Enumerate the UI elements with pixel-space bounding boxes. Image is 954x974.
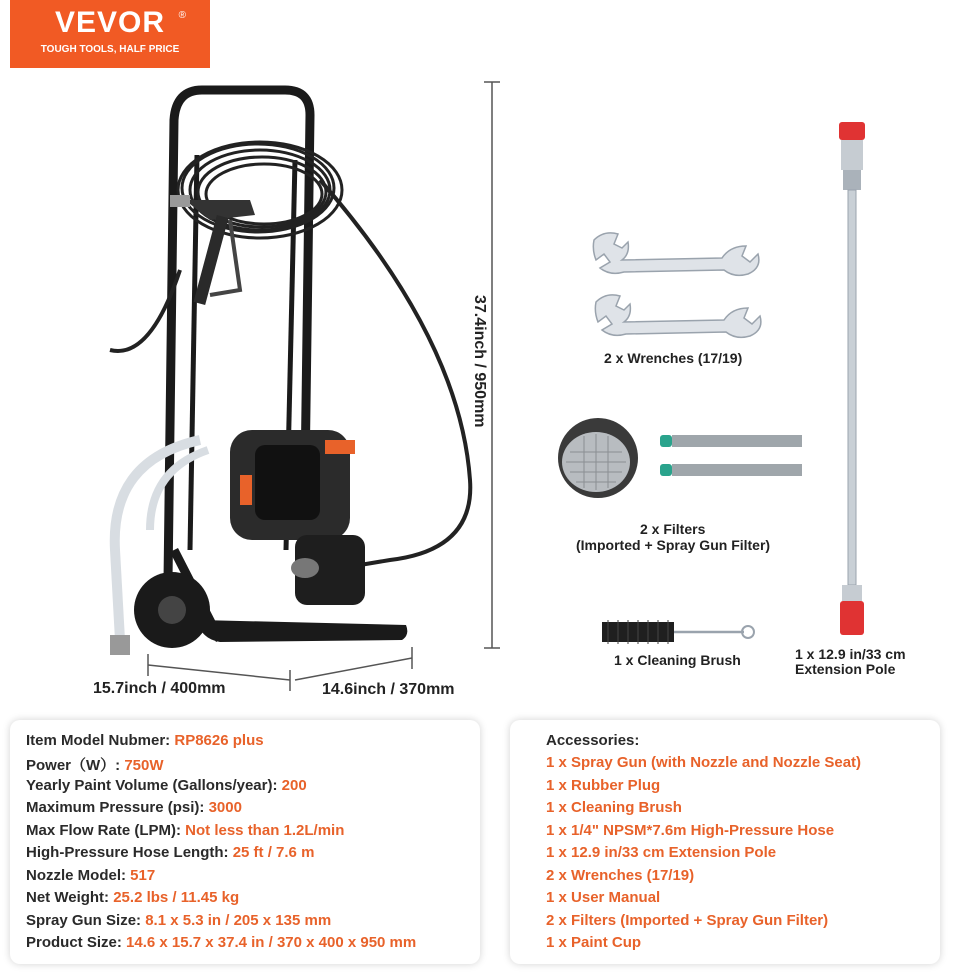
accessories-panel [510,720,940,964]
spec-row: High-Pressure Hose Length: 25 ft / 7.6 m [26,844,315,861]
logo-registered-mark: ® [178,10,186,21]
accessory-item: 1 x Cleaning Brush [546,799,682,816]
spec-row: Maximum Pressure (psi): 3000 [26,799,242,816]
spec-row: Net Weight: 25.2 lbs / 11.45 kg [26,889,240,906]
dimension-lines [90,80,510,700]
spec-row: Yearly Paint Volume (Gallons/year): 200 [26,777,307,794]
cleaning-brush-label: 1 x Cleaning Brush [614,652,741,668]
wrenches-label: 2 x Wrenches (17/19) [604,350,743,366]
accessory-item: 1 x 12.9 in/33 cm Extension Pole [546,844,777,861]
spec-row: Product Size: 14.6 x 15.7 x 37.4 in / 370 x 400 x 950 mm [26,934,417,951]
accessories-heading: Accessories: [546,732,640,749]
specs-panel [10,720,480,964]
spec-row: Nozzle Model: 517 [26,867,156,884]
accessory-item: 1 x Paint Cup [546,934,642,951]
spec-row: Item Model Nubmer: RP8626 plus [26,732,264,749]
cleaning-brush-image [600,616,760,648]
spec-row: Power（W）: 750W [26,757,164,774]
accessory-item: 1 x 1/4" NPSM*7.6m High-Pressure Hose [546,822,835,839]
filters-image [556,416,808,500]
accessory-item: 1 x Spray Gun (with Nozzle and Nozzle Seat) [546,754,862,771]
logo-brand: VEVOR [54,6,166,39]
vevor-logo [10,0,210,68]
accessory-item: 1 x User Manual [546,889,661,906]
spec-row: Spray Gun Size: 8.1 x 5.3 in / 205 x 135 mm [26,912,332,929]
accessory-item: 2 x Filters (Imported + Spray Gun Filter) [546,912,829,929]
logo-tagline: TOUGH TOOLS, HALF PRICE [40,44,180,55]
extension-pole-label-line2: Extension Pole [795,661,896,677]
spec-row: Max Flow Rate (LPM): Not less than 1.2L/min [26,822,345,839]
wrenches-image [592,228,764,340]
accessory-item: 2 x Wrenches (17/19) [546,867,695,884]
width-dimension-label: 15.7inch / 400mm [93,680,226,697]
height-dimension-label: 37.4inch / 950mm [471,295,488,428]
extension-pole-image [826,120,876,640]
filters-label-line1: 2 x Filters [640,521,706,537]
accessory-item: 1 x Rubber Plug [546,777,661,794]
depth-dimension-label: 14.6inch / 370mm [322,681,455,698]
filters-label-line2: (Imported + Spray Gun Filter) [576,537,771,553]
extension-pole-label-line1: 1 x 12.9 in/33 cm [795,646,906,662]
